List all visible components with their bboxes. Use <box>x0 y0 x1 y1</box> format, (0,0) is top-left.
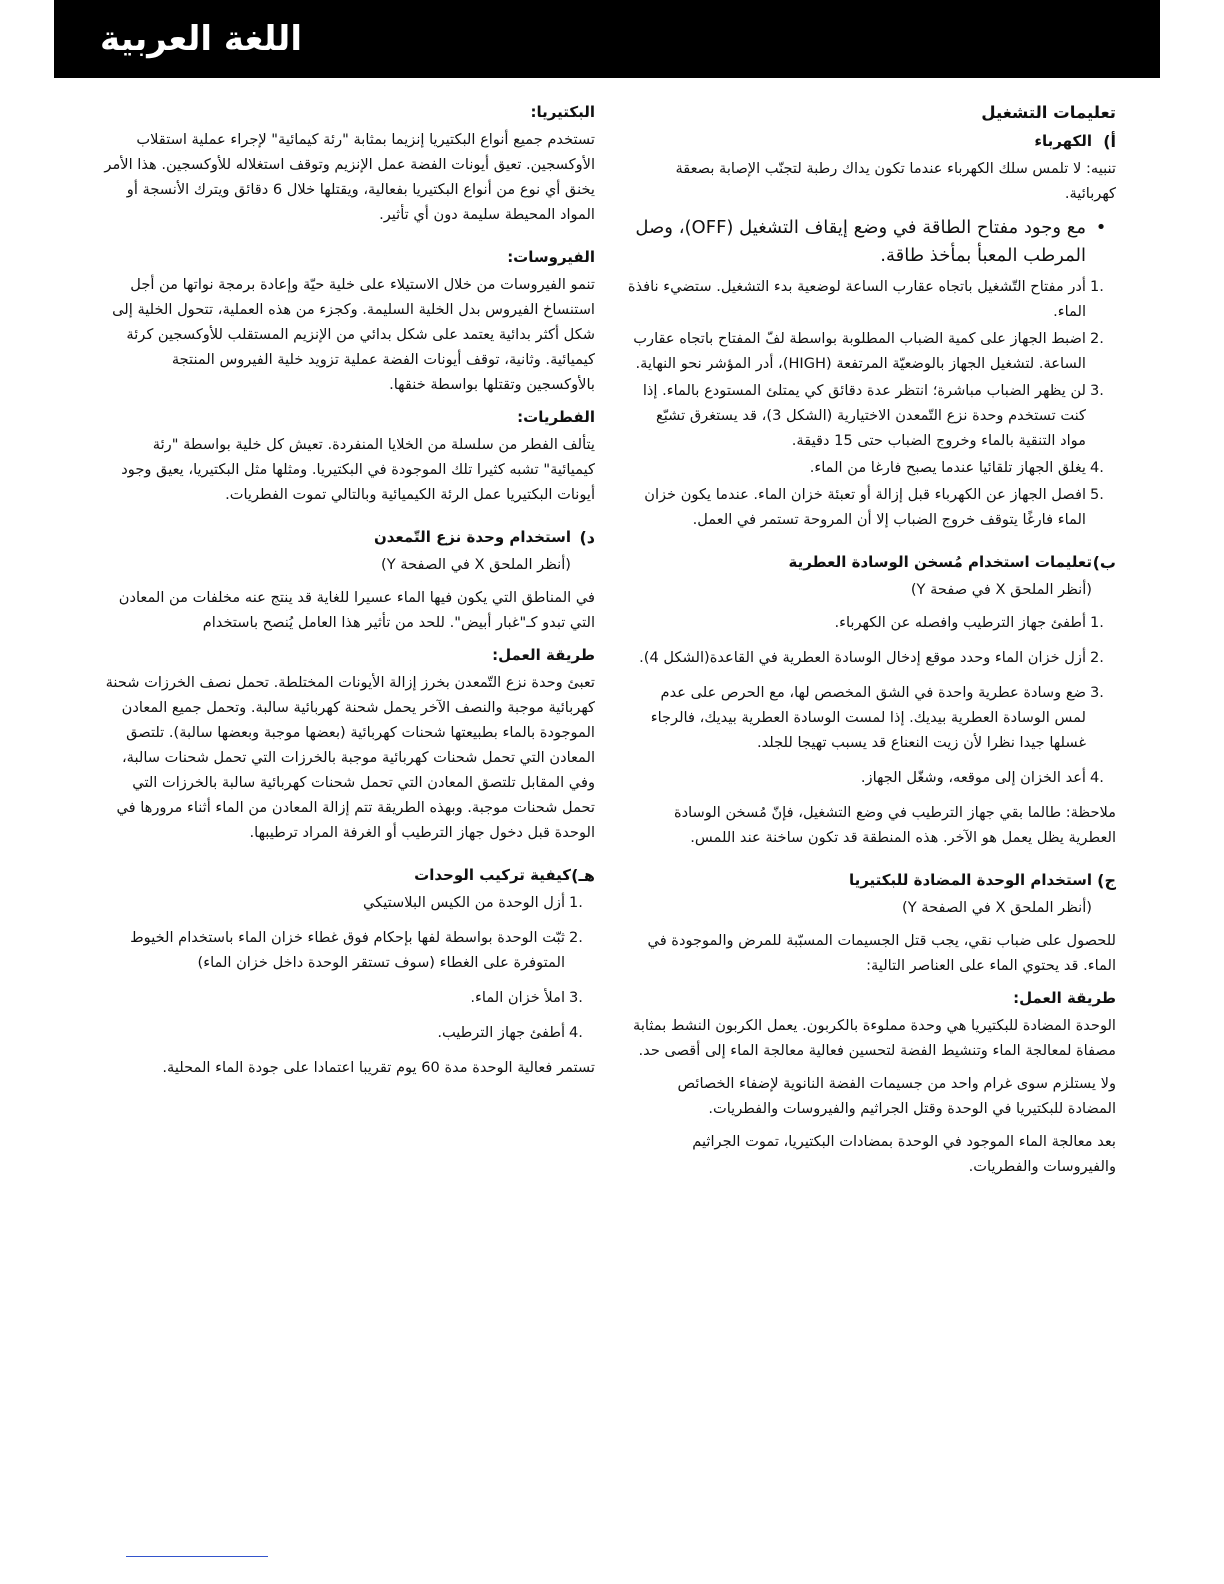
step-number: 3. <box>1090 382 1104 399</box>
list-item <box>626 274 1116 324</box>
step-number: 3. <box>569 989 583 1006</box>
step-text: املأ خزان الماء. <box>470 989 565 1006</box>
step-number: 4. <box>1090 459 1104 476</box>
section-a <box>626 129 1116 156</box>
list-item <box>626 482 1116 532</box>
section-c-paragraph-3: بعد معالجة الماء الموجود في الوحدة بمضادات البكتيريا، تموت الجراثيم والفيروسات والفطريات. <box>692 1133 1116 1175</box>
section-d-title: استخدام وحدة نزع التّمعدن <box>373 528 571 546</box>
list-item <box>626 765 1116 790</box>
section-d <box>100 525 595 585</box>
section-e-title: كيفية تركيب الوحدات <box>414 866 571 884</box>
step-text: افصل الجهاز عن الكهرباء قبل إزالة أو تعبئة خزان الماء. عندما يكون خزان الماء فارغًا يتوقف خروج الضباب إلا أن المروحة تستمر في العمل. <box>644 486 1086 528</box>
step-text: اضبط الجهاز على كمية الضباب المطلوبة بواسطة لفّ المفتاح باتجاه عقارب الساعة. لتشغيل الجهاز بالوضعيّة المرتفعة (HIGH)، أدر المؤشر نحو النهاية. <box>633 330 1086 372</box>
step-text: أدر مفتاح التّشغيل باتجاه عقارب الساعة لوضعية بدء التشغيل. ستضيء نافذة الماء. <box>627 278 1086 320</box>
section-d-intro: في المناطق التي يكون فيها الماء عسيرا للغاية قد ينتج عنه مخلفات من المعادن التي تبدو كـ"غبار أبيض". للحد من تأثير هذا العامل يُنصح باستخدام <box>118 589 595 631</box>
section-c-paragraph-1: الوحدة المضادة للبكتيريا هي وحدة مملوءة بالكربون. يعمل الكربون النشط بمثابة مصفاة لمعالجة الماء وتنشيط الفضة لتحسين فعالية معالجة الماء إلى أقصى حد. <box>633 1017 1116 1059</box>
section-c-method-title: طريقة العمل: <box>1013 989 1116 1007</box>
section-b-title: تعليمات استخدام مُسخن الوسادة العطرية <box>788 553 1092 571</box>
aroma-note: ملاحظة: طالما بقي جهاز الترطيب في وضع التشغيل، فإنّ مُسخن الوسادة العطرية يظل يعمل هو الآخر. هذه المنطقة قد تكون ساخنة عند اللمس. <box>673 804 1116 846</box>
step-number: 5. <box>1090 486 1104 503</box>
step-text: أزل خزان الماء وحدد موقع إدخال الوسادة العطرية في القاعدة(الشكل 4). <box>639 649 1086 666</box>
section-e-steps <box>100 890 595 1045</box>
list-item <box>626 645 1116 670</box>
step-number: 1. <box>569 894 583 911</box>
list-item <box>100 985 595 1010</box>
list-item <box>626 455 1116 480</box>
step-text: أطفئ جهاز الترطيب. <box>437 1024 565 1041</box>
viruses-text: تنمو الفيروسات من خلال الاستيلاء على خلية حيّة وإعادة برمجة نواتها من أجل استنساخ الفيروس بدل الخلية السليمة. وكجزء من هذه العملية، تتحول الخلية إلى شكل أكثر بدائية يعتمد على شكل بدائي من الإنزيم المستقلب للأوكسجين كرئة كيميائية. وثانية، توقف أيونات الفضة عملية تزويد خلية الفيروس المنتجة بالأوكسجين وتقتلها بواسطة خنقها. <box>112 276 595 393</box>
section-a-letter: أ) <box>1103 132 1116 151</box>
step-number: 4. <box>1090 769 1104 786</box>
section-d-ref: (أنظر الملحق X في الصفحة Y) <box>381 556 571 573</box>
bullet-icon: • <box>1095 217 1107 238</box>
section-a-title: الكهرباء <box>1034 132 1092 150</box>
section-d-method-text: تعبئ وحدة نزع التّمعدن بخرز إزالة الأيونات المختلطة. تحمل نصف الخرزات شحنة كهربائية موجبة والنصف الآخر يحمل شحنة كهربائية سالبة. وتحمل جميع المعادن الموجودة بالماء بطبيعتها شحنات كهربائية (بعضها موجبة وبعضها سالبة). تلتصق المعادن التي تحمل شحنات كهربائية موجبة بالخرزات التي تحمل شحنات سالبة، وفي المقابل تلتصق المعادن التي تحمل شحنات كهربائية سالبة بالخرزات التي تحمل شحنات موجبة. وبهذه الطريقة تتم إزالة المعادن من الماء أثناء مرورها في الوحدة قبل دخول جهاز الترطيب أو الغرفة المراد ترطيبها. <box>105 674 595 841</box>
section-b-ref: (أنظر الملحق X في صفحة Y) <box>910 581 1092 598</box>
step-number: 2. <box>1090 330 1104 347</box>
step-text: أعد الخزان إلى موقعه، وشغّل الجهاز. <box>860 769 1086 786</box>
step-number: 3. <box>1090 684 1104 701</box>
section-c-paragraph-2: ولا يستلزم سوى غرام واحد من جسيمات الفضة النانوية لإضفاء الخصائص المضادة للبكتيريا في الوحدة وقتل الجراثيم والفيروسات والفطريات. <box>677 1075 1116 1117</box>
section-e <box>100 863 595 890</box>
section-b <box>626 550 1116 610</box>
section-a-steps <box>626 274 1116 532</box>
step-text: ضع وسادة عطرية واحدة في الشق المخصص لها، مع الحرص على عدم لمس الوسادة العطرية بيديك. إذا لمست الوسادة العطرية بيديك، فالرجاء غسلها جيدا نظرا لأن زيت النعناع قد يسبب تهيجا للجلد. <box>650 684 1086 751</box>
fungi-title: الفطريات: <box>517 408 595 426</box>
list-item <box>100 925 595 975</box>
power-bullet <box>626 214 1116 270</box>
step-number: 2. <box>569 929 583 946</box>
bacteria-title: البكتيريا: <box>530 103 595 121</box>
list-item <box>626 378 1116 453</box>
operating-instructions-heading: تعليمات التشغيل <box>981 103 1116 122</box>
section-c-title: استخدام الوحدة المضادة للبكتيريا <box>848 871 1092 889</box>
section-b-letter: ب) <box>1092 553 1116 572</box>
viruses-title: الفيروسات: <box>507 248 595 266</box>
electric-warning: تنبيه: لا تلمس سلك الكهرباء عندما تكون يداك رطبة لتجنّب الإصابة بصعقة كهربائية. <box>675 160 1116 202</box>
step-number: 1. <box>1090 614 1104 631</box>
section-c-ref: (أنظر الملحق X في الصفحة Y) <box>902 899 1092 916</box>
left-column <box>100 100 595 1088</box>
section-c <box>626 868 1116 928</box>
right-column <box>626 100 1116 1187</box>
step-number: 2. <box>1090 649 1104 666</box>
section-b-steps <box>626 610 1116 790</box>
section-e-footer: تستمر فعالية الوحدة مدة 60 يوم تقريبا اعتمادا على جودة الماء المحلية. <box>162 1059 595 1076</box>
section-d-method-title: طريقة العمل: <box>492 646 595 664</box>
power-bullet-text: مع وجود مفتاح الطاقة في وضع إيقاف التشغيل (OFF)، وصل المرطب المعبأ بمأخذ طاقة. <box>635 217 1086 266</box>
list-item <box>100 890 595 915</box>
section-e-letter: هـ) <box>571 866 595 885</box>
bacteria-text: تستخدم جميع أنواع البكتيريا إنزيما بمثابة "رئة كيمائية" لإجراء عملية استقلاب الأوكسجين. تعيق أيونات الفضة عمل الإنزيم وتوقف استغلاله للأوكسجين. هذا الأمر يخنق أي نوع من أنواع البكتيريا بفعالية، ويقتلها خلال 6 دقائق ويترك الأنسجة أو المواد المحيطة سليمة دون أي تأثير. <box>104 131 595 223</box>
list-item <box>100 1020 595 1045</box>
step-text: يغلق الجهاز تلقائيا عندما يصبح فارغا من الماء. <box>809 459 1086 476</box>
language-banner <box>54 0 1160 78</box>
step-number: 1. <box>1090 278 1104 295</box>
step-text: لن يظهر الضباب مباشرة؛ انتظر عدة دقائق كي يمتلئ المستودع بالماء. إذا كنت تستخدم وحدة نزع التّمعدن الاختيارية (الشكل 3)، قد يستغرق تشبّع مواد التنقية بالماء وخروج الضباب حتى 15 دقيقة. <box>642 382 1086 449</box>
list-item <box>626 326 1116 376</box>
step-text: أزل الوحدة من الكيس البلاستيكي <box>363 894 565 911</box>
footer-rule <box>126 1556 268 1557</box>
step-text: أطفئ جهاز الترطيب وافصله عن الكهرباء. <box>834 614 1086 631</box>
list-item <box>626 610 1116 635</box>
section-d-letter: د) <box>579 528 595 547</box>
fungi-text: يتألف الفطر من سلسلة من الخلايا المنفردة. تعيش كل خلية بواسطة "رئة كيميائية" تشبه كثيرا تلك الموجودة في البكتيريا. ومثلها مثل البكتيريا، يعيق وجود أيونات البكتيريا عمل الرئة الكيميائية وبالتالي تموت الفطريات. <box>121 436 595 503</box>
banner-title: اللغة العربية <box>100 19 302 59</box>
section-c-intro: للحصول على ضباب نقي، يجب قتل الجسيمات المسبّبة للمرض والموجودة في الماء. قد يحتوي الماء على العناصر التالية: <box>647 932 1116 974</box>
list-item <box>626 680 1116 755</box>
step-text: ثبّت الوحدة بواسطة لفها بإحكام فوق غطاء خزان الماء باستخدام الخيوط المتوفرة على الغطاء (سوف تستقر الوحدة داخل خزان الماء) <box>130 929 565 971</box>
section-c-letter: ج) <box>1097 871 1116 890</box>
step-number: 4. <box>569 1024 583 1041</box>
